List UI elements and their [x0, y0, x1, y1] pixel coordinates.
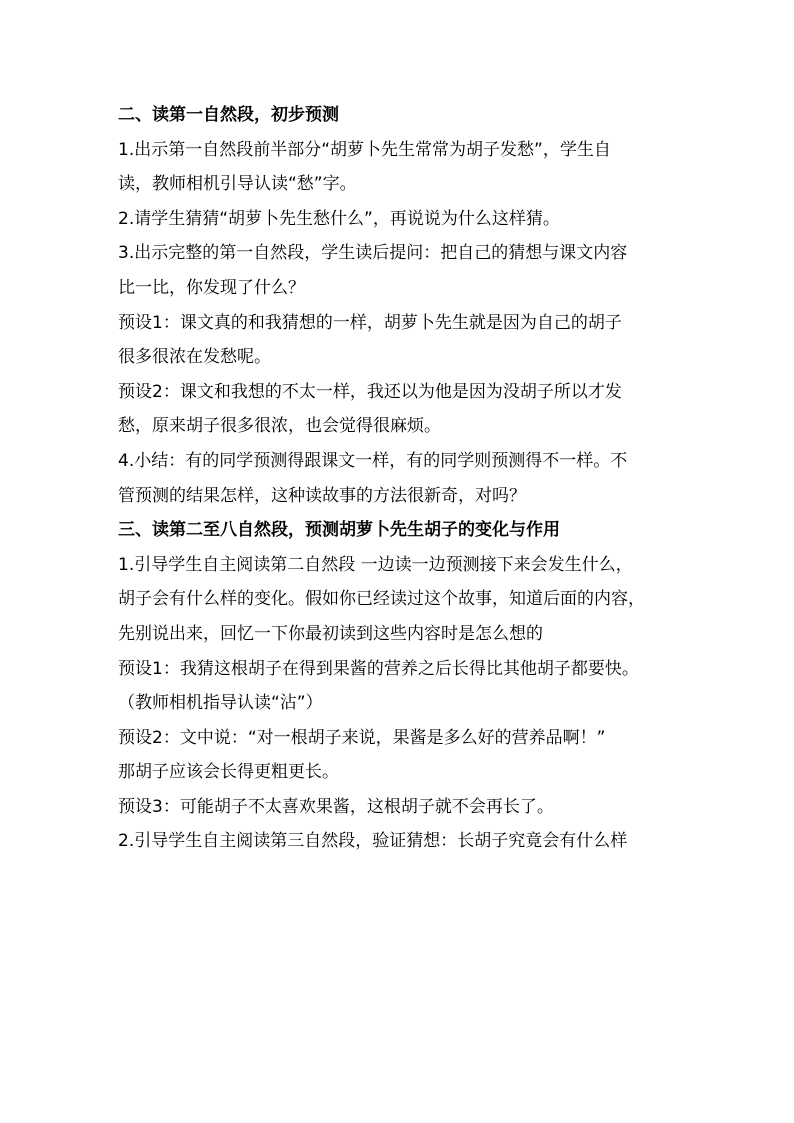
paragraph-line: 3.出示完整的第一自然段，学生读后提问：把自己的猜想与课文内容: [118, 243, 628, 264]
paragraph-line: 预设1：我猜这根胡子在得到果酱的营养之后长得比其他胡子都要快。: [118, 658, 639, 679]
paragraph-line: 先别说出来，回忆一下你最初读到这些内容时是怎么想的: [118, 623, 543, 644]
paragraph-line: 那胡子应该会长得更粗更长。: [118, 762, 339, 783]
paragraph-line: （教师相机指导认读“沾”）: [118, 693, 323, 714]
document-body: [118, 98, 684, 859]
paragraph-line: 预设1：课文真的和我猜想的一样，胡萝卜先生就是因为自己的胡子: [118, 312, 622, 333]
paragraph-line: 读，教师相机引导认读“愁”字。: [118, 174, 357, 195]
section-heading: 二、读第一自然段，初步预测: [118, 105, 339, 125]
paragraph-line: 胡子会有什么样的变化。假如你已经读过这个故事，知道后面的内容，: [118, 589, 645, 610]
paragraph-line: 1.出示第一自然段前半部分“胡萝卜先生常常为胡子发愁”，学生自: [118, 139, 611, 160]
paragraph-line: 2.请学生猜猜“胡萝卜先生愁什么”，再说说为什么这样猜。: [118, 208, 560, 229]
paragraph-line: 预设2：文中说：“对一根胡子来说，果酱是多么好的营养品啊！”: [118, 727, 606, 748]
paragraph-line: 预设3：可能胡子不太喜欢果酱，这根胡子就不会再长了。: [118, 796, 554, 817]
paragraph-line: 1.引导学生自主阅读第二自然段 一边读一边预测接下来会发生什么，: [118, 554, 633, 575]
paragraph-line: 管预测的结果怎样，这种读故事的方法很新奇，对吗？: [118, 485, 526, 506]
paragraph-line: 预设2：课文和我想的不太一样，我还以为他是因为没胡子所以才发: [118, 381, 622, 402]
paragraph-line: 2.引导学生自主阅读第三自然段，验证猜想：长胡子究竟会有什么样: [118, 831, 628, 852]
section-heading: 三、读第二至八自然段，预测胡萝卜先生胡子的变化与作用: [118, 520, 560, 541]
paragraph-line: 很多很浓在发愁呢。: [118, 347, 271, 368]
paragraph-line: 比一比，你发现了什么？: [118, 277, 305, 298]
paragraph-line: 4.小结：有的同学预测得跟课文一样，有的同学则预测得不一样。不: [118, 450, 628, 471]
paragraph-line: 愁，原来胡子很多很浓，也会觉得很麻烦。: [118, 416, 441, 437]
